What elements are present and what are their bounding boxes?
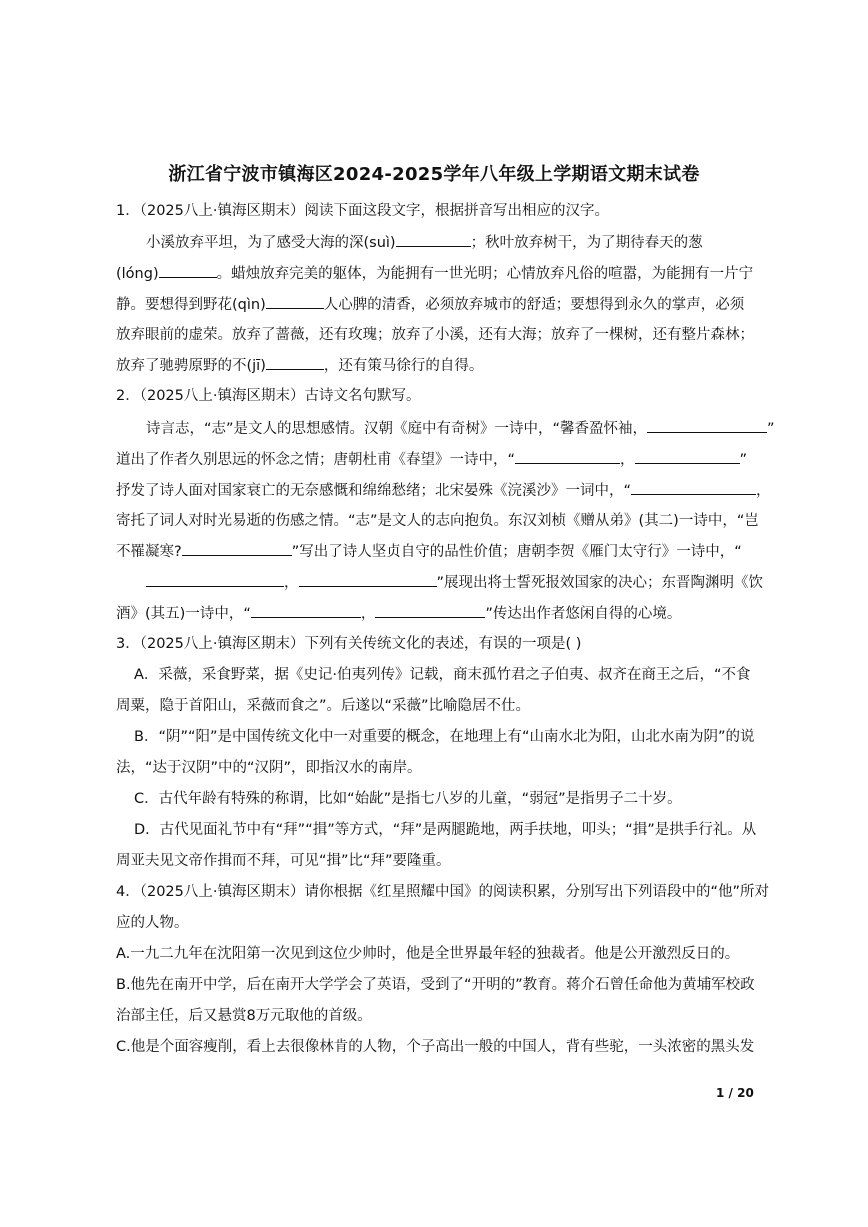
q2-text: ， — [284, 575, 299, 591]
answer-blank[interactable] — [159, 263, 217, 278]
question-3-heading: 3．（2025八上·镇海区期末）下列有关传统文化的表述，有误的一项是( ) — [116, 636, 582, 652]
q2-text: ” — [767, 421, 775, 437]
answer-blank[interactable] — [266, 294, 324, 309]
q3-option-c: C．古代年龄有特殊的称谓，比如“始龀”是指七八岁的儿童，“弱冠”是指男子二十岁。 — [134, 791, 682, 807]
answer-blank[interactable] — [647, 418, 767, 433]
q2-text: 诗言志，“志”是文人的思想感情。汉朝《庭中有奇树》一诗中，“馨香盈怀袖， — [146, 421, 648, 437]
q2-text: ” — [739, 452, 748, 468]
page-number: 1 / 20 — [716, 1086, 754, 1100]
answer-blank[interactable] — [266, 355, 324, 370]
answer-blank[interactable] — [635, 449, 740, 464]
answer-blank[interactable] — [182, 541, 292, 556]
question-4-heading: 4．（2025八上·镇海区期末）请你根据《红星照耀中国》的阅读积累，分别写出下列语段中的“他”所对 — [116, 884, 770, 900]
answer-blank[interactable] — [515, 449, 620, 464]
q2-line — [116, 541, 742, 562]
q2-line — [116, 480, 771, 501]
answer-blank[interactable] — [396, 232, 471, 247]
q2-line — [146, 418, 775, 439]
q1-text: 。蜡烛放弃完美的躯体，为能拥有一世光明；心情放弃凡俗的喧嚣，为能拥有一片宁 — [216, 266, 754, 282]
question-4-heading-cont: 应的人物。 — [116, 915, 189, 931]
answer-blank[interactable] — [631, 480, 756, 495]
q1-line — [146, 232, 703, 253]
q2-text: ”展现出将士誓死报效国家的决心；东晋陶渊明《饮 — [436, 575, 764, 591]
q2-text: ， — [620, 452, 635, 468]
q1-text: 放弃了驰骋原野的不(jī) — [116, 358, 266, 374]
q1-line — [116, 355, 483, 376]
answer-blank[interactable] — [375, 603, 485, 618]
q3-option-a: A．采薇，采食野菜，据《史记·伯夷列传》记载，商末孤竹君之子伯夷、叔齐在商王之后，“不食 — [134, 667, 751, 683]
q3-option-b: B．“阴”“阳”是中国传统文化中一对重要的概念，在地理上有“山南水北为阳，山北水南为阴”的说 — [134, 729, 755, 745]
q3-option-d: D．古代见面礼节中有“拜”“揖”等方式，“拜”是两腿跪地，两手扶地，叩头；“揖”是拱手行礼。从 — [134, 822, 757, 838]
answer-blank[interactable] — [251, 603, 361, 618]
q1-line: 放弃眼前的虚荣。放弃了蔷薇，还有玫瑰；放弃了小溪，还有大海；放弃了一棵树，还有整片森林； — [116, 327, 754, 343]
q2-text: ”传达出作者悠闲自得的心境。 — [485, 606, 682, 622]
q2-text: 不罹凝寒? — [116, 544, 182, 560]
q3-option-b-cont: 法，“达于汉阴”中的“汉阴”，即指汉水的南岸。 — [116, 760, 422, 776]
q3-option-d-cont: 周亚夫见文帝作揖而不拜，可见“揖”比“拜”要隆重。 — [116, 853, 451, 869]
q2-line — [116, 603, 681, 624]
q2-line — [146, 572, 763, 593]
q2-text: ， — [756, 483, 771, 499]
q2-text: 酒》(其五)一诗中，“ — [116, 606, 251, 622]
q4-paragraph-a: A.一九二九年在沈阳第一次见到这位少帅时，他是全世界最年轻的独裁者。他是公开激烈反日的。 — [116, 946, 740, 962]
q2-line — [116, 449, 747, 470]
q4-paragraph-c: C.他是个面容瘦削，看上去很像林肯的人物，个子高出一般的中国人，背有些驼，一头浓密的黑头发 — [116, 1039, 755, 1055]
answer-blank[interactable] — [146, 572, 284, 587]
q2-text: 道出了作者久别思远的怀念之情；唐朝杜甫《春望》一诗中，“ — [116, 452, 516, 468]
q1-text: (lóng) — [116, 266, 159, 282]
q1-text: ；秋叶放弃树干，为了期待春天的葱 — [470, 235, 703, 251]
q2-line: 寄托了词人对时光易逝的伤感之情。“志”是文人的志向抱负。东汉刘桢《赠从弟》(其二)一诗中，“岂 — [116, 513, 759, 529]
q1-line — [116, 294, 744, 315]
q2-text: 抒发了诗人面对国家衰亡的无奈感慨和绵绵愁绪；北宋晏殊《浣溪沙》一词中，“ — [116, 483, 632, 499]
q1-text: 静。要想得到野花(qìn) — [116, 297, 266, 313]
q1-text: 人心脾的清香，必须放弃城市的舒适；要想得到永久的掌声，必须 — [323, 297, 745, 313]
q3-option-a-cont: 周粟，隐于首阳山，采薇而食之”。后遂以“采薇”比喻隐居不仕。 — [116, 698, 531, 714]
question-1-heading: 1．（2025八上·镇海区期末）阅读下面这段文字，根据拼音写出相应的汉字。 — [116, 203, 609, 219]
q1-line — [116, 263, 753, 284]
q2-text: ”写出了诗人坚贞自守的品性价值；唐朝李贺《雁门太守行》一诗中，“ — [291, 544, 742, 560]
q2-text: ， — [360, 606, 376, 622]
question-2-heading: 2．（2025八上·镇海区期末）古诗文名句默写。 — [116, 388, 421, 404]
answer-blank[interactable] — [299, 572, 437, 587]
q1-text: 小溪放弃平坦，为了感受大海的深(suì) — [146, 235, 396, 251]
q4-paragraph-b: B.他先在南开中学，后在南开大学学会了英语，受到了“开明的”教育。蒋介石曾任命他为黄埔军校政 — [116, 977, 755, 993]
exam-title: 浙江省宁波市镇海区2024-2025学年八年级上学期语文期末试卷 — [168, 164, 700, 185]
q4-paragraph-b-cont: 治部主任，后又悬赏8万元取他的首级。 — [116, 1008, 372, 1024]
q1-text: ，还有策马徐行的自得。 — [323, 358, 484, 374]
